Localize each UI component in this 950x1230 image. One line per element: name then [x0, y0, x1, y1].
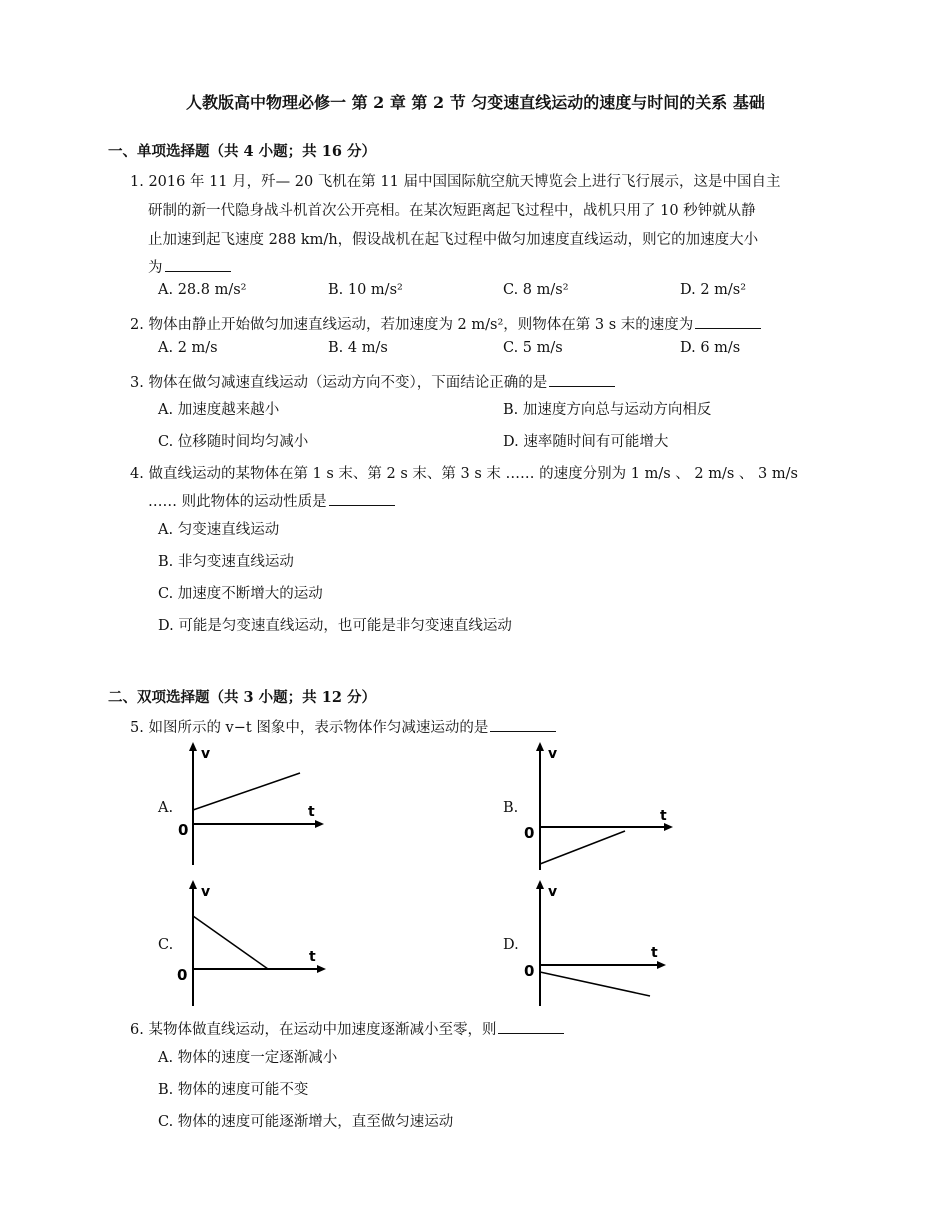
page-title: 人教版高中物理必修一 第 2 章 第 2 节 匀变速直线运动的速度与时间的关系 基础: [186, 93, 765, 112]
section-heading: 一、单项选择题（共 4 小题；共 16 分）: [108, 143, 376, 160]
option-c[interactable]: C. 位移随时间均匀减小: [158, 434, 309, 450]
option-d[interactable]: D. 6 m/s: [680, 340, 741, 356]
option-d[interactable]: D. 可能是匀变速直线运动，也可能是非匀变速直线运动: [158, 618, 512, 634]
option-a[interactable]: A. 物体的速度一定逐渐减小: [158, 1050, 338, 1066]
t-axis-arrow: [657, 961, 666, 969]
answer-blank[interactable]: [165, 257, 231, 272]
question-1-line-3: 止加速到起飞速度 288 km/h，假设战机在起飞过程中做匀加速度直线运动，则它的加速度大小: [148, 232, 759, 248]
t-axis-label: t: [651, 945, 658, 961]
graph-c: [168, 878, 338, 1008]
v-axis-label: v: [548, 884, 558, 900]
option-b[interactable]: B. 非匀变速直线运动: [158, 554, 294, 570]
graph-d-label[interactable]: D.: [503, 937, 519, 953]
graph-c-label[interactable]: C.: [158, 937, 174, 953]
option-b[interactable]: B. 物体的速度可能不变: [158, 1082, 309, 1098]
option-c[interactable]: C. 加速度不断增大的运动: [158, 586, 323, 602]
t-axis-arrow: [664, 823, 673, 831]
graph-line: [193, 916, 268, 969]
question-3-line-1: 3. 物体在做匀减速直线运动（运动方向不变），下面结论正确的是: [130, 371, 615, 392]
graph-line: [540, 972, 650, 996]
option-a[interactable]: A. 加速度越来越小: [158, 402, 280, 418]
v-axis-label: v: [201, 746, 211, 762]
graph-d: [515, 878, 685, 1008]
question-1-line-4: 为: [148, 256, 231, 277]
question-2-line-1: 2. 物体由静止开始做匀加速直线运动，若加速度为 2 m/s²，则物体在第 3 s 末的速度为: [130, 313, 761, 334]
answer-blank[interactable]: [498, 1019, 564, 1034]
origin-label: 0: [524, 962, 535, 980]
answer-blank[interactable]: [490, 717, 556, 732]
question-1-line-2: 研制的新一代隐身战斗机首次公开亮相。在某次短距离起飞过程中，战机只用了 10 秒钟就从静: [148, 203, 756, 219]
v-axis-label: v: [548, 746, 558, 762]
option-a[interactable]: A. 匀变速直线运动: [158, 522, 280, 538]
option-b[interactable]: B. 加速度方向总与运动方向相反: [503, 402, 712, 418]
graph-line: [193, 773, 300, 810]
graph-a: [168, 740, 338, 875]
graph-a-label[interactable]: A.: [158, 800, 174, 816]
v-axis-arrow: [189, 742, 197, 751]
question-4-line-1: 4. 做直线运动的某物体在第 1 s 末、第 2 s 末、第 3 s 末 …… 的速度分别为 1 m/s 、 2 m/s 、 3 m/s: [130, 466, 798, 482]
option-a[interactable]: A. 2 m/s: [158, 340, 218, 356]
t-axis-arrow: [317, 965, 326, 973]
answer-blank[interactable]: [329, 491, 395, 506]
graph-b: [515, 740, 685, 875]
question-4-line-2: …… 则此物体的运动性质是: [148, 490, 395, 511]
v-axis-arrow: [189, 880, 197, 889]
v-axis-label: v: [201, 884, 211, 900]
v-axis-arrow: [536, 880, 544, 889]
v-axis-arrow: [536, 742, 544, 751]
answer-blank[interactable]: [695, 314, 761, 329]
option-b[interactable]: B. 4 m/s: [328, 340, 388, 356]
answer-blank[interactable]: [549, 372, 615, 387]
t-axis-label: t: [660, 808, 667, 824]
origin-label: 0: [177, 966, 188, 984]
option-c[interactable]: C. 8 m/s²: [503, 282, 569, 298]
option-c[interactable]: C. 物体的速度可能逐渐增大，直至做匀速运动: [158, 1114, 454, 1130]
t-axis-label: t: [309, 949, 316, 965]
origin-label: 0: [178, 821, 189, 839]
option-c[interactable]: C. 5 m/s: [503, 340, 563, 356]
option-b[interactable]: B. 10 m/s²: [328, 282, 403, 298]
t-axis-label: t: [308, 804, 315, 820]
option-a[interactable]: A. 28.8 m/s²: [158, 282, 247, 298]
question-1-line-1: 1. 2016 年 11 月，歼— 20 飞机在第 11 届中国国际航空航天博览会上进行飞行展示，这是中国自主: [130, 174, 781, 190]
t-axis-arrow: [315, 820, 324, 828]
section-heading: 二、双项选择题（共 3 小题；共 12 分）: [108, 689, 376, 706]
question-5-line-1: 5. 如图所示的 v−t 图象中，表示物体作匀减速运动的是: [130, 716, 556, 737]
option-d[interactable]: D. 2 m/s²: [680, 282, 747, 298]
origin-label: 0: [524, 824, 535, 842]
graph-b-label[interactable]: B.: [503, 800, 519, 816]
question-6-line-1: 6. 某物体做直线运动，在运动中加速度逐渐减小至零，则: [130, 1018, 564, 1039]
option-d[interactable]: D. 速率随时间有可能增大: [503, 434, 669, 450]
graph-line: [540, 831, 625, 864]
